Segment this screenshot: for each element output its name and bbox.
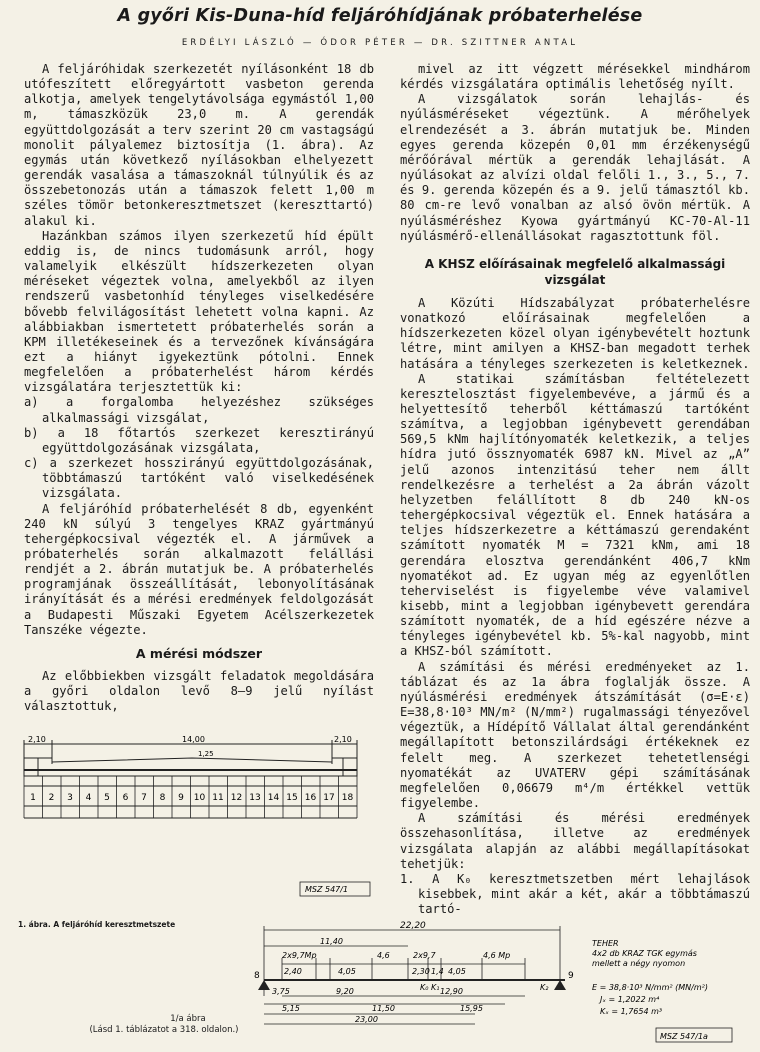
list-item: 1. A K₀ keresztmetszetben mért lehajlások kisebbek, mint akár a két, akár a többtámaszú tartó- — [400, 871, 750, 917]
paragraph: A számítási és mérési eredmények összehasonlítása, illetve az eredmények vizsgálata alapján az alábbi megállapításokat tehetjük: — [400, 811, 750, 871]
dim-top-label: 14,00 — [182, 736, 205, 744]
dim-label: 12,90 — [440, 987, 463, 996]
figure-1a-caption: 1/a ábra — [170, 1014, 206, 1024]
list-item: b) a 18 főtartós szerkezet keresztirányú együttdolgozásának vizsgálata, — [24, 425, 374, 455]
paragraph: A vizsgálatok során lehajlás- és nyúlásméréseket végeztünk. A mérőhelyek elrendezését a 3. ábrán mutatjuk be. Minden egyes gerenda közepén 0,01 mm érzékenységű mérőórával mértük a gerendák lehajlását. A nyúlásokat az alvízi oldal felőli 1., 3., 5., 7. és 9. gerenda közepén és a 9. jelű támasztól kb. 80 cm-re levő vonalban az alsó övön mértük. A nyúlásméréshez Kyowa gyártmányú KC-70-Al-11 nyúlásmérő-ellenállásokat ragasztottunk föl. — [400, 92, 750, 243]
girder-number: 16 — [304, 793, 317, 803]
girder-number: 17 — [323, 793, 335, 803]
dim-label: 1,4 — [431, 967, 444, 976]
legend-line: mellett a négy nyomon — [592, 959, 686, 968]
girder-number: 7 — [141, 793, 147, 803]
girder-number: 6 — [122, 793, 129, 803]
legend-line: TEHER — [592, 939, 619, 948]
dim-label: 11,50 — [372, 1004, 395, 1013]
girder-number: 5 — [104, 793, 110, 803]
girder-number: 2 — [48, 793, 55, 803]
dim-label: 23,00 — [355, 1015, 378, 1024]
girder-number: 12 — [230, 793, 243, 803]
dim-label: 4,05 — [448, 967, 466, 976]
article-title: A győri Kis-Duna-híd feljáróhídjának próbaterhelése — [117, 6, 643, 26]
dim-left-label: 2,10 — [28, 736, 46, 744]
girder-number: 8 — [159, 793, 166, 803]
dim-label: 2x9,7Mp — [282, 951, 317, 960]
dim-label: 9,20 — [336, 987, 354, 996]
paragraph: Az előbbiekben vizsgált feladatok megoldására a győri oldalon levő 8—9 jelű nyílást választottuk, — [24, 669, 374, 714]
section-heading: A mérési módszer — [135, 645, 263, 661]
dim-right-label: 2,10 — [334, 736, 352, 744]
legend-line: 4x2 db KRAZ TGK egymás — [592, 949, 697, 958]
paragraph: A statikai számításban feltételezett keresztelosztást figyelembevéve, a jármű és a helyettesítő teherből kéttámaszú tartóként számítva, a legjobban igénybevett gerendában 569,5 kNm hajlítónyomaték keletkezik, a teljes hídra jutó össznyomaték 6987 kN. Mivel az „A” jelű azonos intenzitású teher nem állt rendelkezésre a terhelést a 2a ábrán vázolt helyzetben felállított 8 db 240 kN-os tehergépkocsival végeztük el. Ennek hatására a teljes hídszerkezetre a kéttámaszú gerendaként számított nyomaték M = 7321 kNm, ami 18 gerendára elosztva gerendánként 406,7 kNm nyomatékot ad. Ez ugyan még az egyenlőtlen teherviselést is figyelembe véve valamivel kisebb, mint a legjobban igénybevett gerendára számított nyomaték, de a híd egészére nézve a tényleges igénybevétel kb. 5%-kal nagyobb, mint a KHSZ-ból számított. — [400, 371, 750, 659]
article-authors: ERDÉLYI LÁSZLÓ — ÓDOR PÉTER — DR. SZITTNER ANTAL — [181, 38, 579, 48]
paragraph: Hazánkban számos ilyen szerkezetű híd épült eddig is, de nincs tudomásunk arról, hogy valamelyik elkészült hídszerkezeten olyan méréseket végeztek volna, amelyekből az ilyen rendszerű vasbetonhíd tényleges viselkedésére bővebb felvilágosítást lehetett volna kapni. Az alábbiakban ismertetett próbaterhelés során a KPM illetékeseinek és a tervezőnek kívánságára ezt a hiányt igyekeztünk pótolni. Ennek megfelelően a próbaterhelést három kérdés vizsgálatára terjesztettük ki: — [24, 228, 374, 395]
dim-label: 11,40 — [320, 937, 343, 946]
girder-number: 3 — [67, 793, 73, 803]
dim-label: 4,05 — [338, 967, 356, 976]
left-column — [24, 62, 374, 715]
girder-number: 4 — [85, 793, 92, 803]
dim-total: 22,20 — [400, 921, 426, 931]
section-label: K₀ K₁ — [420, 983, 440, 992]
paragraph: A Közúti Hídszabályzat próbaterhelésre vonatkozó előírásainak megfelelően a hídszerkezeten közel olyan igénybevételt hoztunk létre, mint amilyen a KHSZ-ban megadott terhek hatására a tényleges szerkezeten is keletkeznek. — [400, 295, 750, 371]
list-item: a) a forgalomba helyezéshez szükséges alkalmassági vizsgálat, — [24, 395, 374, 425]
slope-label: 1,25 — [198, 750, 214, 758]
cross-section-drawing — [22, 736, 372, 906]
dim-label: 5,15 — [282, 1004, 300, 1013]
girder-number: 10 — [193, 793, 206, 803]
section-label: K₂ — [540, 983, 549, 992]
dim-label: 15,95 — [460, 1004, 483, 1013]
girder-number: 18 — [341, 793, 354, 803]
girder-number: 14 — [267, 793, 280, 803]
section-heading: A KHSZ előírásainak megfelelő alkalmassági vizsgálat — [424, 256, 726, 287]
right-column — [400, 62, 750, 917]
support-label: 8 — [254, 971, 260, 981]
figure-tag: MSZ 547/1 — [305, 885, 349, 894]
legend-line: E = 38,8·10³ N/mm² (MN/m²) — [592, 983, 708, 992]
dim-label: 4,6 — [377, 951, 390, 960]
paragraph: A feljáróhidak szerkezetét nyílásonként 18 db utófeszített előregyártott vasbeton gerenda alkotja, amelyek tengelytávolsága egymástól 1,00 m, támaszközük 23,0 m. A gerendák együttdolgozását a terv szerint 20 cm vastagságú monolit pályalemez biztosítja (1. ábra). Az egymás után következő nyílásokban elhelyezett gerendák vasalása a támaszoknál túlnyúlik és az összebetonozás után a támaszok felett 1,00 m széles tömör betonkeresztmetszet (kereszttartó) alakul ki. — [24, 62, 374, 228]
figure-1-caption: 1. ábra. A feljáróhíd keresztmetszete — [18, 920, 176, 929]
support-label: 9 — [568, 971, 574, 981]
figure-1a-note: (Lásd 1. táblázatot a 318. oldalon.) — [89, 1025, 239, 1035]
legend-line: Kₓ = 1,7654 m³ — [600, 1007, 663, 1016]
girder-number: 11 — [212, 793, 224, 803]
paragraph: A feljáróhíd próbaterhelését 8 db, egyenként 240 kN súlyú 3 tengelyes KRAZ gyártmányú tehergépkocsival végezték el. A járművek a próbaterhelés során alkalmazott felállási rendjét a 2. ábrán mutatjuk be. A próbaterhelés programjának összeállítását, lebonyolításának irányítását és a mérési eredmények feldolgozását a Budapesti Műszaki Egyetem Acélszerkezetek Tanszéke végezte. — [24, 501, 374, 637]
list-item: c) a szerkezet hosszirányú együttdolgozásának, többtámaszú tartóként való viselkedésének vizsgálata. — [24, 456, 374, 501]
paragraph: mivel az itt végzett mérésekkel mindhárom kérdés vizsgálatára optimális lehetőség nyílt. — [400, 62, 750, 92]
dim-label: 2,40 — [284, 967, 302, 976]
girder-number: 13 — [249, 793, 261, 803]
dim-label: 4,6 Mp — [483, 951, 511, 960]
legend-line: Jₓ = 1,2022 m⁴ — [600, 995, 660, 1004]
dim-label: 3,75 — [272, 987, 290, 996]
dim-label: 2x9,7 — [413, 951, 436, 960]
girder-number: 1 — [30, 793, 36, 803]
paragraph: A számítási és mérési eredményeket az 1. táblázat és az 1a ábra foglalják össze. A nyúlásmérési eredmények átszámítását (σ=E·ε) E=38,8·10³ MN/m² (N/mm²) rugalmassági tényezővel végeztük, a Hídépítő Vállalat által gerendánként megállapított betonszilárdsági értékeknek ez felelt meg. A szerkezet tehetetlenségi nyomatékát az UVATERV gépi számításának megfelelően 0,06679 m⁴/m értékkel vettük figyelembe. — [400, 659, 750, 811]
figure-1 — [22, 736, 372, 906]
figure-tag: MSZ 547/1a — [660, 1032, 708, 1041]
dim-label: 2,30 — [412, 967, 430, 976]
girder-number: 15 — [286, 793, 298, 803]
girder-number: 9 — [178, 793, 184, 803]
